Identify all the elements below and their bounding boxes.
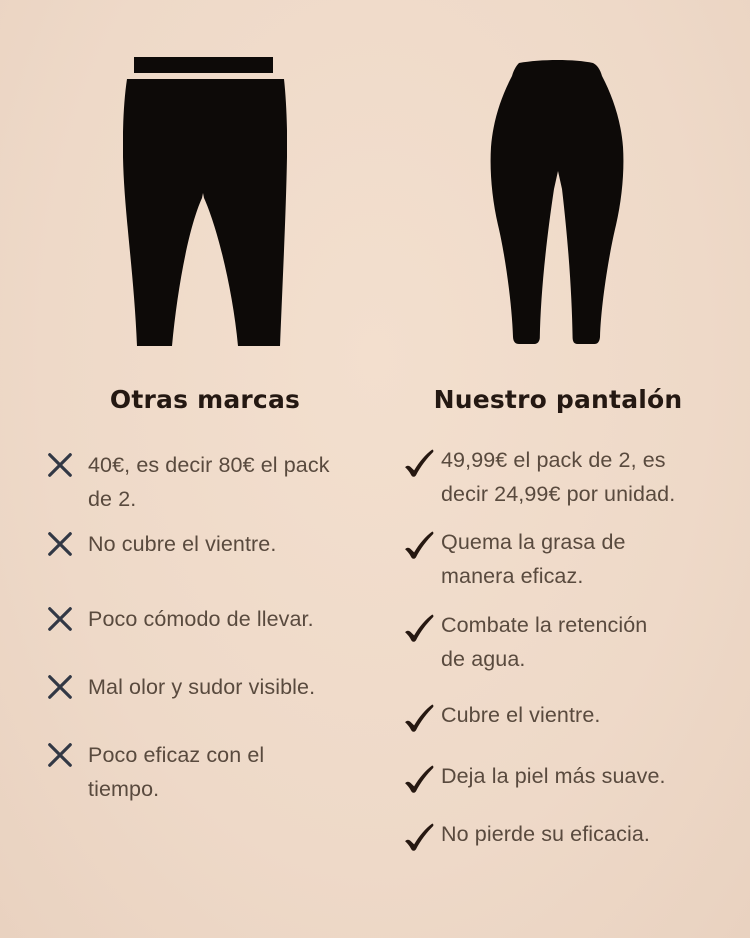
x-icon (46, 527, 78, 558)
check-icon (402, 817, 438, 852)
curvy-leggings-silhouette-icon (489, 59, 627, 346)
check-icon (402, 608, 438, 643)
cons-item-text: 40€, es decir 80€ el pack de 2. (88, 453, 330, 511)
cons-list-item (46, 738, 380, 806)
pros-item-text: 49,99€ el pack de 2, es decir 24,99€ por unidad. (441, 448, 676, 506)
x-icon (46, 670, 78, 701)
x-icon (46, 738, 78, 769)
cons-list-item (46, 448, 380, 516)
pros-item-text: Quema la grasa de manera eficaz. (441, 530, 626, 588)
pros-list-item (402, 817, 747, 852)
straight-leggings-silhouette-icon (123, 57, 287, 349)
pros-list-item (402, 608, 747, 676)
pros-item-text: Cubre el vientre. (441, 703, 601, 727)
check-icon (402, 698, 438, 733)
cons-list-item (46, 527, 380, 561)
pros-list-item (402, 698, 747, 733)
cons-list-item (46, 670, 380, 704)
x-icon (46, 602, 78, 633)
cons-item-text: Poco cómodo de llevar. (88, 607, 314, 631)
pros-item-text: Deja la piel más suave. (441, 764, 666, 788)
pros-item-text: Combate la retención de agua. (441, 613, 648, 671)
cons-list (46, 448, 380, 806)
right-column-heading: Nuestro pantalón (433, 385, 683, 414)
check-icon (402, 525, 438, 560)
x-icon (46, 448, 78, 479)
cons-list-item (46, 602, 380, 636)
cons-item-text: No cubre el vientre. (88, 532, 277, 556)
pros-item-text: No pierde su eficacia. (441, 822, 650, 846)
pros-list (402, 443, 747, 852)
check-icon (402, 759, 438, 794)
left-column-heading: Otras marcas (109, 385, 301, 414)
pros-list-item (402, 759, 747, 794)
pros-list-item (402, 443, 747, 511)
cons-item-text: Mal olor y sudor visible. (88, 675, 316, 699)
check-icon (402, 443, 438, 478)
pros-list-item (402, 525, 747, 593)
cons-item-text: Poco eficaz con el tiempo. (88, 743, 265, 801)
